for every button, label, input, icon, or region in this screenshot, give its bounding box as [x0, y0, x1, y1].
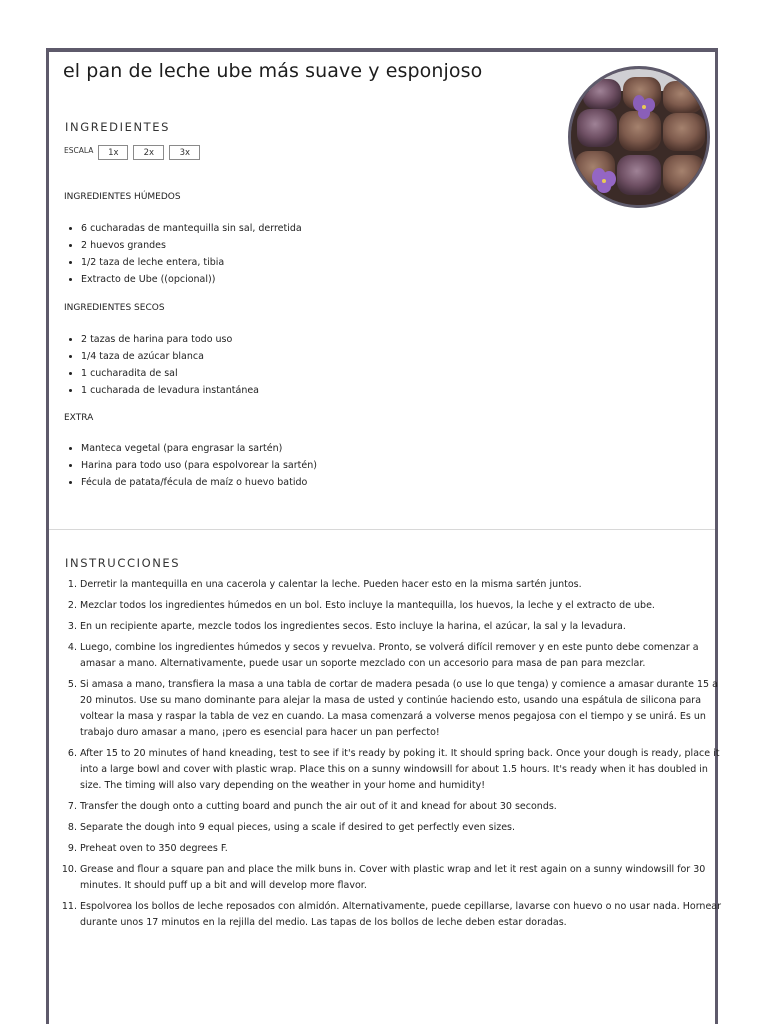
scale-3x-button[interactable]: 3x	[169, 145, 200, 160]
ingredient-item: • Manteca vegetal (para engrasar la sartén)	[81, 440, 317, 457]
ingredient-item: • 1/2 taza de leche entera, tibia	[81, 254, 302, 271]
instruction-step: 6. After 15 to 20 minutes of hand kneading, test to see if it's ready by poking it. It should spring back. Once your dough is ready, place it into a large bowl and cover with plastic wrap. Place this on a sunny windowsill for about 1.5 hours. It's ready when it has doubled in size. The timing will also vary depending on the weather in your home and humidity!	[80, 746, 723, 794]
ingredient-item: • 1/4 taza de azúcar blanca	[81, 348, 259, 365]
instruction-step: 2. Mezclar todos los ingredientes húmedos en un bol. Esto incluye la mantequilla, los huevos, la leche y el extracto de ube.	[80, 598, 723, 614]
ingredient-item: • 6 cucharadas de mantequilla sin sal, derretida	[81, 220, 302, 237]
ingredient-item: • Harina para todo uso (para espolvorear la sartén)	[81, 457, 317, 474]
scale-2x-button[interactable]: 2x	[133, 145, 164, 160]
ingredients-heading: INGREDIENTES	[65, 120, 171, 134]
extra-ingredients-list	[64, 440, 317, 491]
scale-selector	[64, 145, 205, 160]
instruction-step: 5. Si amasa a mano, transfiera la masa a una tabla de cortar de madera pesada (o use lo que tenga) y comience a amasar durante 15 a 20 minutos. Use su mano dominante para alejar la masa de usted y continúe haciendo esto, usando una espátula de silicona para voltear la masa y raspar la tabla de vez en cuando. La masa comenzará a volverse menos pegajosa con el tiempo y se unirá. Es un trabajo duro amasar a mano, ¡pero es esencial para hacer un pan perfecto!	[80, 677, 723, 741]
ingredient-item: • 2 huevos grandes	[81, 237, 302, 254]
section-divider	[49, 529, 715, 530]
instructions-list	[64, 577, 723, 936]
recipe-card	[46, 48, 722, 1024]
scale-1x-button[interactable]: 1x	[98, 145, 128, 160]
ingredient-item: • 1 cucharadita de sal	[81, 365, 259, 382]
milk-buns-photo-illustration	[571, 69, 707, 205]
instruction-step: 1. Derretir la mantequilla en una cacerola y calentar la leche. Pueden hacer esto en la misma sartén juntos.	[80, 577, 723, 593]
instruction-step: 8. Separate the dough into 9 equal pieces, using a scale if desired to get perfectly even sizes.	[80, 820, 723, 836]
instruction-step: 10. Grease and flour a square pan and place the milk buns in. Cover with plastic wrap and let it rest again on a sunny windowsill for 30 minutes. It should puff up a bit and will develop more flavor.	[80, 862, 723, 894]
ingredient-item: • 1 cucharada de levadura instantánea	[81, 382, 259, 399]
ingredient-item: • Extracto de Ube ((opcional))	[81, 271, 302, 288]
dry-ingredients-heading: INGREDIENTES SECOS	[64, 303, 165, 313]
instruction-step: 4. Luego, combine los ingredientes húmedos y secos y revuelva. Pronto, se volverá difícil remover y en este punto debe comenzar a amasar a mano. Alternativamente, puede usar un soporte mezclado con un accesorio para masa de pan para mezclar.	[80, 640, 723, 672]
ingredient-item: • 2 tazas de harina para todo uso	[81, 331, 259, 348]
instructions-heading: INSTRUCCIONES	[65, 556, 181, 570]
instruction-step: 7. Transfer the dough onto a cutting board and punch the air out of it and knead for about 30 seconds.	[80, 799, 723, 815]
recipe-title: el pan de leche ube más suave y esponjoso	[63, 60, 483, 82]
scale-label: ESCALA	[64, 146, 94, 155]
ingredient-item: • Fécula de patata/fécula de maíz o huevo batido	[81, 474, 317, 491]
instruction-step: 11. Espolvorea los bollos de leche reposados con almidón. Alternativamente, puede cepillarse, lavarse con huevo o no usar nada. Hornear durante unos 17 minutos en la rejilla del medio. Las tapas de los bollos de leche deben estar doradas.	[80, 899, 723, 931]
instruction-step: 3. En un recipiente aparte, mezcle todos los ingredientes secos. Esto incluye la harina, el azúcar, la sal y la levadura.	[80, 619, 723, 635]
wet-ingredients-list	[64, 220, 302, 288]
wet-ingredients-heading: INGREDIENTES HÚMEDOS	[64, 192, 181, 202]
recipe-photo	[568, 66, 710, 208]
extra-ingredients-heading: EXTRA	[64, 413, 94, 423]
instruction-step: 9. Preheat oven to 350 degrees F.	[80, 841, 723, 857]
dry-ingredients-list	[64, 331, 259, 399]
